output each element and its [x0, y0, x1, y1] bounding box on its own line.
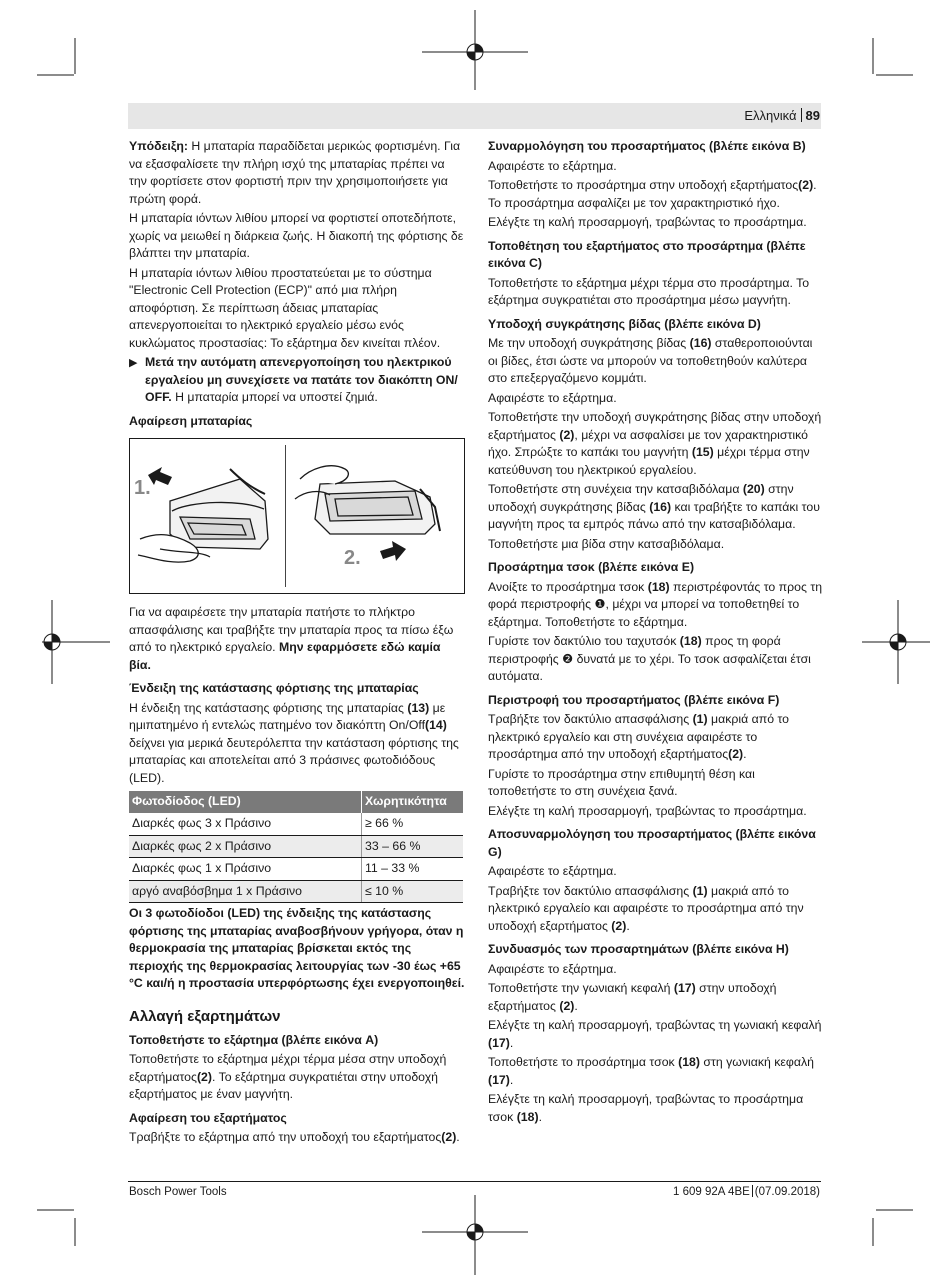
paragraph: Τραβήξτε τον δακτύλιο απασφάλισης (1) μακριά από το ηλεκτρικό εργαλείο και στη συνέχεια αφαιρέστε το προσάρτημα από την υποδοχή εξαρτήματος(2). — [488, 712, 789, 761]
table-header-led: Φωτοδίοδος (LED) — [129, 791, 362, 813]
page-header — [744, 108, 820, 124]
right-column — [488, 138, 824, 1128]
table-row: αργό αναβόσβημα 1 x Πράσινο ≤ 10 % — [129, 880, 463, 903]
battery-removal-illustration — [130, 439, 464, 593]
screw-holder-d-heading: Υποδοχή συγκράτησης βίδας (βλέπε εικόνα D) — [488, 316, 761, 331]
attachment-c-heading: Τοποθέτηση του εξαρτήματος στο προσάρτημα (βλέπε εικόνα C) — [488, 238, 806, 270]
paragraph: Αφαιρέστε το εξάρτημα. — [488, 961, 617, 976]
attachment-b-heading: Συναρμολόγηση του προσαρτήματος (βλέπε εικόνα B) — [488, 139, 806, 153]
paragraph: Αφαιρέστε το εξάρτημα. — [488, 158, 617, 173]
page-header-band — [128, 103, 821, 129]
remove-accessory-text: Τραβήξτε το εξάρτημα από την υποδοχή του εξαρτήματος(2). — [129, 1130, 460, 1144]
battery-para-2: Η μπαταρία ιόντων λιθίου προστατεύεται με το σύστημα "Electronic Cell Protection (ECP)" από μια πλήρη αποφόρτιση. Σε περίπτωση άδειας μπαταρίας απενεργοποιείται το ηλεκτρικό εργαλείο μέσω ενός κυκλώματος προστασίας: Το εξάρτημα δεν κινείται πλέον. — [129, 265, 441, 350]
footer-brand: Bosch Power Tools — [129, 1186, 227, 1198]
section-title: Αλλαγή εξαρτημάτων — [129, 1007, 281, 1025]
paragraph: Τοποθετήστε το προσάρτημα στην υποδοχή εξαρτήματος(2). Το προσάρτημα ασφαλίζει με τον χαρακτηριστικό ήχο. — [488, 178, 817, 210]
bullet-triangle-icon: ▶ — [129, 357, 138, 369]
paragraph: Τοποθετήστε μια βίδα στην κατσαβιδόλαμα. — [488, 536, 725, 551]
remove-accessory-heading: Αφαίρεση του εξαρτήματος — [129, 1110, 287, 1125]
battery-removal-heading: Αφαίρεση μπαταρίας — [129, 413, 253, 428]
header-separator — [801, 108, 802, 122]
header-language: Ελληνικά — [744, 108, 797, 123]
paragraph: Τραβήξτε τον δακτύλιο απασφάλισης (1) μακριά από το ηλεκτρικό εργαλείο και αφαιρέστε το προσάρτημα από την υποδοχή εξαρτήματος (2). — [488, 883, 804, 933]
paragraph: Ανοίξτε το προσάρτημα τσοκ (18) περιστρέφοντάς το προς τη φορά περιστροφής ❶, μέχρι να μπορεί να τοποθετηθεί το εξάρτημα. Τοποθετήστε το εξάρτημα. — [488, 579, 823, 629]
paragraph: Γυρίστε το προσάρτημα στην επιθυμητή θέση και τοποθετήστε το στη συνέχεια ξανά. — [488, 766, 755, 798]
figure-label-1: 1. — [134, 477, 151, 499]
paragraph: Ελέγξτε τη καλή προσαρμογή, τραβώντας το προσάρτημα. — [488, 803, 807, 818]
paragraph: Αφαιρέστε το εξάρτημα. — [488, 390, 617, 405]
insert-accessory-heading: Τοποθετήστε το εξάρτημα (βλέπε εικόνα A) — [129, 1032, 379, 1047]
paragraph: Γυρίστε τον δακτύλιο του ταχυτσόκ (18) προς τη φορά περιστροφής ❷ δυνατά με το χέρι. Το τσοκ ασφαλίζεται έτσι αυτόματα. — [488, 634, 811, 683]
rotate-f-heading: Περιστροφή του προσαρτήματος (βλέπε εικόνα F) — [488, 692, 780, 707]
paragraph: Ελέγξτε τη καλή προσαρμογή, τραβώντας τη γωνιακή κεφαλή (17). — [488, 1018, 822, 1050]
paragraph: Τοποθετήστε την γωνιακή κεφαλή (17) στην υποδοχή εξαρτήματος (2). — [488, 981, 777, 1013]
footer-doc-code: 1 609 92A 4BE (07.09.2018) — [673, 1186, 820, 1198]
table-row: Διαρκές φως 3 x Πράσινο ≥ 66 % — [129, 813, 463, 835]
arrow-1-icon — [148, 467, 172, 485]
led-capacity-table — [129, 791, 463, 903]
table-row: Διαρκές φως 2 x Πράσινο 33 – 66 % — [129, 835, 463, 858]
arrow-2-icon — [380, 541, 406, 561]
combination-h-heading: Συνδυασμός των προσαρτημάτων (βλέπε εικόνα H) — [488, 942, 789, 956]
charge-indicator-heading: Ένδειξη της κατάστασης φόρτισης της μπαταρίας — [129, 681, 419, 695]
figure-label-2: 2. — [344, 547, 361, 569]
paragraph: Τοποθετήστε το εξάρτημα μέχρι τέρμα στο προσάρτημα. Το εξάρτημα συγκρατιέται στο προσάρτημα μέσω μαγνήτη. — [488, 275, 810, 307]
page-number: 89 — [805, 108, 820, 123]
paragraph: Ελέγξτε τη καλή προσαρμογή, τραβώντας το προσάρτημα. — [488, 215, 807, 229]
paragraph: Τοποθετήστε το προσάρτημα τσοκ (18) στη γωνιακή κεφαλή (17). — [488, 1055, 814, 1087]
paragraph: Με την υποδοχή συγκράτησης βίδας (16) σταθεροποιούνται οι βίδες, έτσι ώστε να μπορούν να τοποθετηθούν καλύτερα στο επεξεργαζόμενο κομμάτι. — [488, 336, 813, 385]
removal-text: Για να αφαιρέσετε την μπαταρία πατήστε το πλήκτρο απασφάλισης και τραβήξτε την μπαταρία προς τα πίσω έξω από το ηλεκτρικό εργαλείο. Μην εφαρμόσετε εδώ καμία βία. — [129, 605, 454, 672]
paragraph: Τοποθετήστε στη συνέχεια την κατσαβιδόλαμα (20) στην υποδοχή συγκράτησης βίδας (16) και τραβήξτε το καπάκι του μαγνήτη προς τα εμπρός πάνω από την κατσαβιδόλαμα. — [488, 482, 820, 531]
table-row: Διαρκές φως 1 x Πράσινο 11 – 33 % — [129, 858, 463, 881]
paragraph: Αφαιρέστε το εξάρτημα. — [488, 864, 617, 878]
table-header-capacity: Χωρητικότητα — [362, 791, 464, 813]
left-column — [129, 138, 465, 1149]
warning-item: ▶ Μετά την αυτόματη απενεργοποίηση του ηλεκτρικού εργαλείου μη συνεχίσετε να πατάτε τον διακόπτη ON/ OFF. Η μπαταρία μπορεί να υποστεί ζημιά. — [129, 355, 458, 404]
footer-separator — [752, 1185, 753, 1197]
chuck-e-heading: Προσάρτημα τσοκ (βλέπε εικόνα E) — [488, 560, 695, 574]
battery-removal-figure — [129, 438, 465, 594]
disassembly-g-heading: Αποσυναρμολόγηση του προσαρτήματος (βλέπε εικόνα G) — [488, 827, 816, 859]
charge-indicator-text: Η ένδειξη της κατάστασης φόρτισης της μπαταρίας (13) με ημιπατημένο ή εντελώς πατημένο τον διακόπτη On/Off(14) δείχνει για μερικά δευτερόλεπτα την κατάσταση φόρτισης της μπαταρίας και αποτελείται από 3 πράσινες φωτοδιόδους (LED). — [129, 700, 459, 785]
footer-rule — [128, 1181, 821, 1182]
battery-para-1: Η μπαταρία ιόντων λιθίου μπορεί να φορτιστεί οποτεδήποτε, χωρίς να μειωθεί η διάρκεια ζωής. Η διακοπή της φόρτισης δε βλάπτει την μπαταρία. — [129, 211, 464, 260]
paragraph: Ελέγξτε τη καλή προσαρμογή, τραβώντας το προσάρτημα τσοκ (18). — [488, 1092, 804, 1124]
battery-note: Υπόδειξη: Η μπαταρία παραδίδεται μερικώς φορτισμένη. Για να εξασφαλίσετε την πλήρη ισχύ της μπαταρίας πρέπει να την φορτίσετε στον φορτιστή πριν την χρησιμοποιήσετε για πρώτη φορά. — [129, 139, 461, 206]
led-warning-note: Οι 3 φωτοδίοδοι (LED) της ένδειξης της κατάστασης φόρτισης της μπαταρίας αναβοσβήνουν γρήγορα, όταν η θερμοκρασία της μπαταρίας βρίσκεται εκτός της περιοχής της θερμοκρασίας λειτουργίας των -30 έως +65 °C και/ή η προστασία υπερφόρτωσης έχει ενεργοποιηθεί. — [129, 906, 465, 990]
paragraph: Τοποθετήστε την υποδοχή συγκράτησης βίδας στην υποδοχή εξαρτήματος (2), μέχρι να ασφαλίσει με τον χαρακτηριστικό ήχο. Σπρώξτε το καπάκι του μαγνήτη (15) μέχρι τέρμα στην κατεύθυνση του ηλεκτρικού εργαλείου. — [488, 410, 822, 477]
insert-accessory-text: Τοποθετήστε το εξάρτημα μέχρι τέρμα μέσα στην υποδοχή εξαρτήματος(2). Το εξάρτημα συγκρατιέται στην υποδοχή εξαρτήματος με έναν μαγνήτη. — [129, 1052, 447, 1101]
